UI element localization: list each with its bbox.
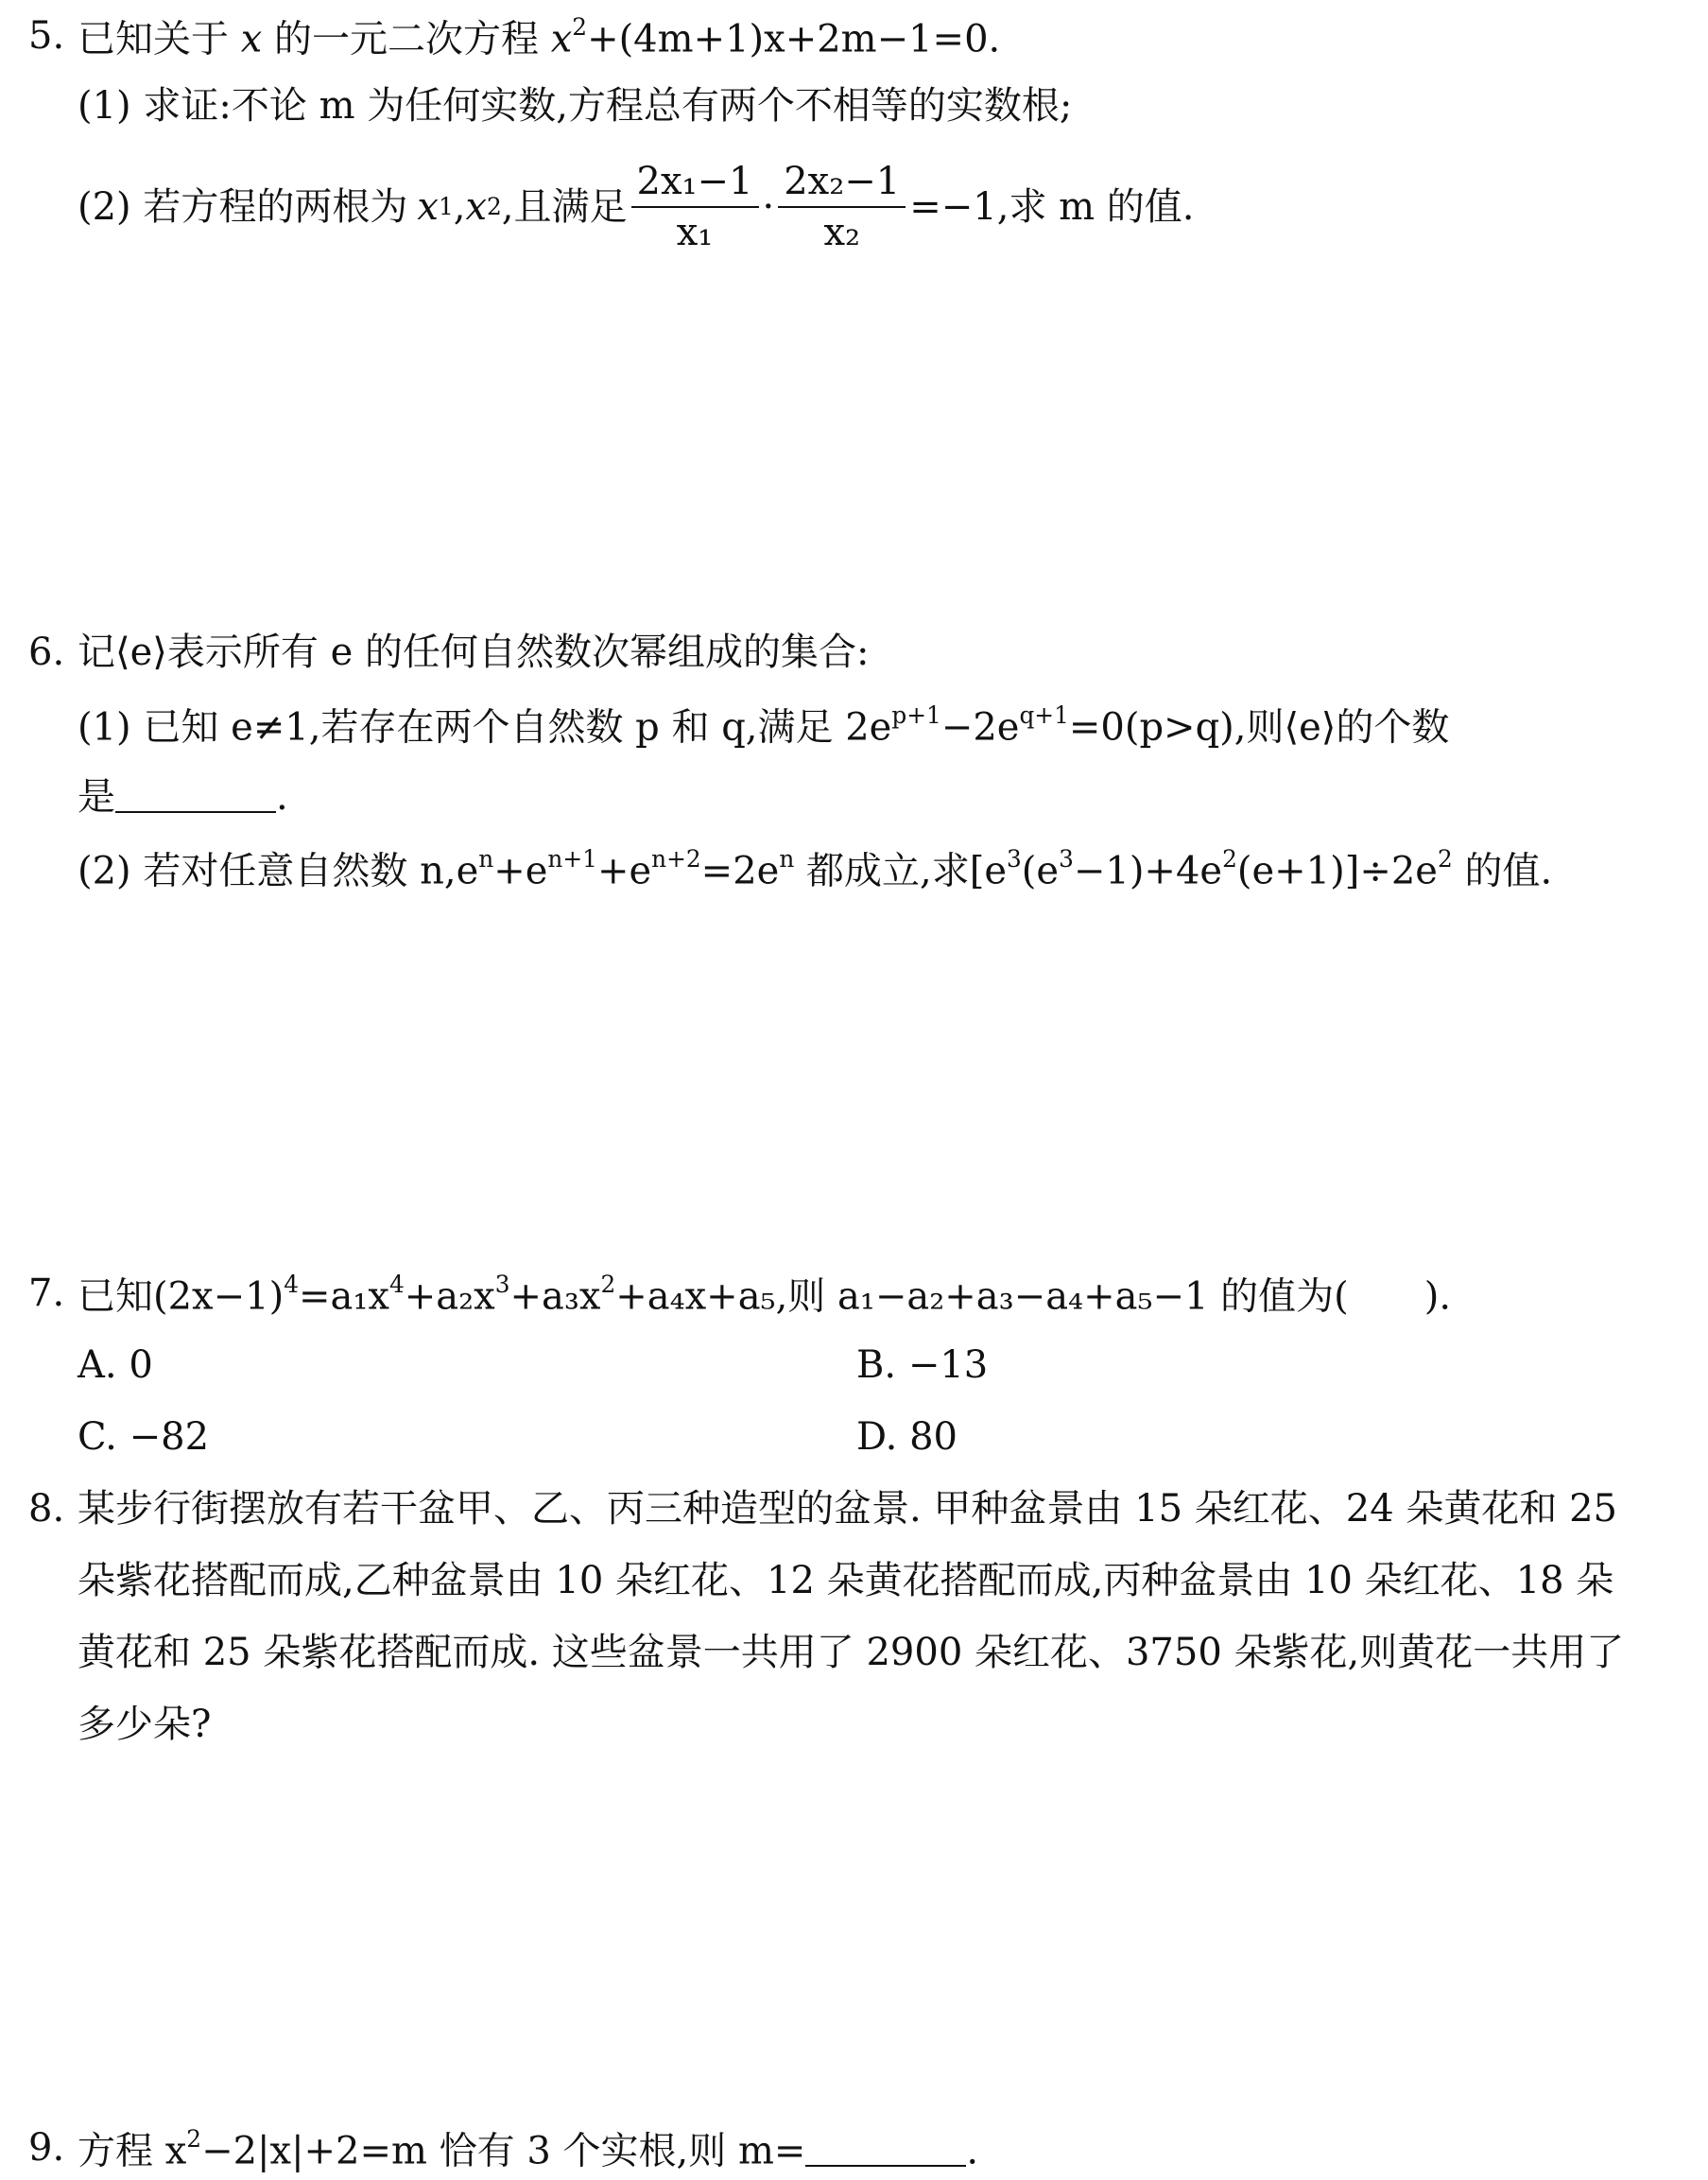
fraction-1: $\frac{\text{2x₁−1}}{\text{x₁}}$ — [631, 159, 759, 255]
question-text-line: 某步行街摆放有若干盆甲、乙、丙三种造型的盆景. 甲种盆景由 15 朵红花、24 朵黄花和 25 — [78, 1487, 1617, 1531]
question-stem: 记⟨e⟩表示所有 e 的任何自然数次幂组成的集合: — [78, 631, 870, 674]
question-text-line: 多少朵? — [78, 1703, 212, 1746]
sub-question-1: (1) 求证:不论 m 为任何实数,方程总有两个不相等的实数根; — [78, 84, 1073, 128]
answer-blank[interactable] — [115, 773, 276, 813]
question-number: 5. — [28, 14, 65, 58]
option-c[interactable]: C. −82 — [78, 1415, 210, 1459]
question-number: 9. — [28, 2126, 65, 2170]
question-stem: 方程 $x^2-2|x|+2=m$ 恰有 3 个实根,则 m= . — [78, 2125, 979, 2173]
question-number: 8. — [28, 1487, 65, 1531]
question-number: 7. — [28, 1272, 65, 1315]
option-b[interactable]: B. −13 — [856, 1343, 989, 1387]
question-text-line: 黄花和 25 朵紫花搭配而成. 这些盆景一共用了 2900 朵红花、3750 朵紫花,则黄花一共用了 — [78, 1631, 1625, 1674]
fraction-2: $\frac{\text{2x₂−1}}{\text{x₂}}$ — [778, 159, 906, 255]
sub-question-2: (2) 若方程的两根为 x 1 , x 2 ,且满足 $\frac{\text{2x₁−1}}{\text{x₁}}$ · $\frac{\text{2x₂−1}}{\text{x₂}}$ =−1,求 m 的值. — [78, 160, 1195, 254]
question-number: 6. — [28, 631, 65, 674]
option-d[interactable]: D. 80 — [856, 1415, 958, 1459]
question-stem: 已知$(2x-1)^4=a_1x^4+a_2x^3+a_3x^2+a_4x+a_5$,则 a₁−a₂+a₃−a₄+a₅−1 的值为( ). — [78, 1271, 1452, 1319]
sub-question-2: (2) 若对任意自然数 $n,e^n+e^{n+1}+e^{n+2}=2e^n$ 都成立,求$[e^3(e^3-1)+4e^2(e+1)]\div 2e^2$ 的值. — [78, 845, 1553, 893]
option-a[interactable]: A. 0 — [78, 1343, 153, 1387]
question-stem: 已知关于 x 的一元二次方程 $x^2+(4m+1)x+2m-1=0$. — [78, 13, 1001, 61]
sub-question-1-cont: 是 . — [78, 775, 288, 819]
answer-blank[interactable] — [805, 2127, 966, 2167]
sub-question-1: (1) 已知 e≠1,若存在两个自然数 p 和 q,满足 $2e^{p+1}-2e^{q+1}=0(p>q)$,则⟨e⟩的个数 — [78, 701, 1450, 750]
question-text-line: 朵紫花搭配而成,乙种盆景由 10 朵红花、12 朵黄花搭配而成,丙种盆景由 10 朵红花、18 朵 — [78, 1559, 1614, 1602]
